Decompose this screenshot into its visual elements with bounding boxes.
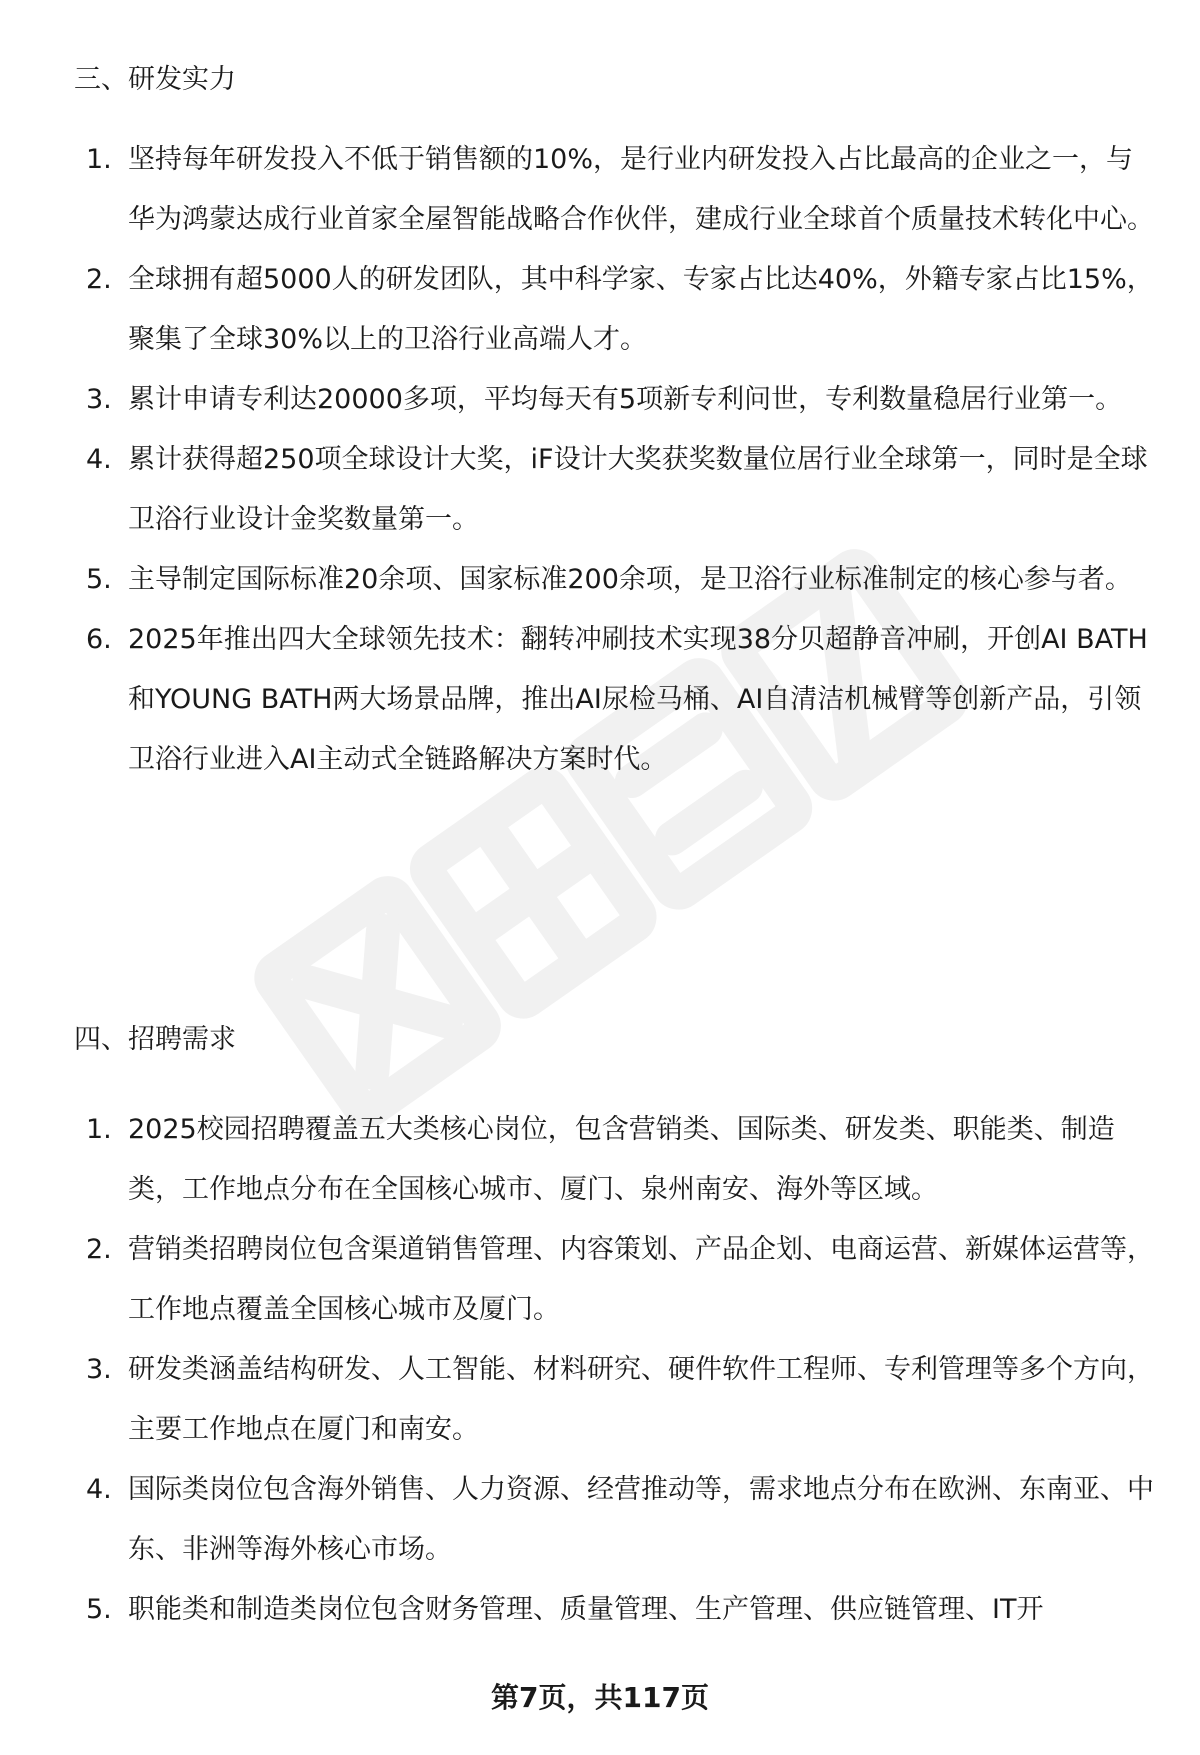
list-item-number: 5. (86, 1594, 112, 1625)
list-item (0, 370, 1165, 430)
rnd-list (0, 130, 1165, 790)
list-item-number: 1. (86, 1114, 112, 1145)
list-item-number: 4. (86, 444, 112, 475)
list-item-number: 4. (86, 1474, 112, 1505)
list-item (0, 1460, 1165, 1580)
list-item-text: 2025校园招聘覆盖五大类核心岗位，包含营销类、国际类、研发类、职能类、制造类，工作地点分布在全国核心城市、厦门、泉州南安、海外等区域。 (128, 1114, 1115, 1205)
list-item (0, 1580, 1165, 1640)
list-item-text: 国际类岗位包含海外销售、人力资源、经营推动等，需求地点分布在欧洲、东南亚、中东、非洲等海外核心市场。 (128, 1474, 1154, 1565)
list-item (0, 550, 1165, 610)
section-heading-rnd: 三、研发实力 (74, 64, 236, 95)
list-item (0, 250, 1165, 370)
list-item (0, 1100, 1165, 1220)
list-item-text: 职能类和制造类岗位包含财务管理、质量管理、生产管理、供应链管理、IT开 (128, 1594, 1044, 1625)
list-item-number: 2. (86, 1234, 112, 1265)
list-item-text: 累计申请专利达20000多项，平均每天有5项新专利问世，专利数量稳居行业第一。 (128, 384, 1123, 415)
list-item (0, 1220, 1165, 1340)
page-number: 第7页，共117页 (491, 1681, 709, 1714)
list-item-number: 2. (86, 264, 112, 295)
list-item-number: 5. (86, 564, 112, 595)
list-item (0, 1340, 1165, 1460)
list-item-number: 6. (86, 624, 112, 655)
list-item-text: 坚持每年研发投入不低于销售额的10%，是行业内研发投入占比最高的企业之一，与华为鸿蒙达成行业首家全屋智能战略合作伙伴，建成行业全球首个质量技术转化中心。 (128, 144, 1154, 235)
list-item (0, 430, 1165, 550)
list-item-text: 主导制定国际标准20余项、国家标准200余项，是卫浴行业标准制定的核心参与者。 (128, 564, 1132, 595)
list-item (0, 610, 1165, 790)
section-heading-recruitment: 四、招聘需求 (74, 1024, 236, 1055)
recruitment-list (0, 1100, 1165, 1640)
list-item-text: 累计获得超250项全球设计大奖，iF设计大奖获奖数量位居行业全球第一，同时是全球卫浴行业设计金奖数量第一。 (128, 444, 1148, 535)
list-item-number: 1. (86, 144, 112, 175)
list-item-text: 营销类招聘岗位包含渠道销售管理、内容策划、产品企划、电商运营、新媒体运营等，工作地点覆盖全国核心城市及厦门。 (128, 1234, 1154, 1325)
list-item-text: 2025年推出四大全球领先技术：翻转冲刷技术实现38分贝超静音冲刷，开创AI BATH和YOUNG BATH两大场景品牌，推出AI尿检马桶、AI自清洁机械臂等创新产品，引领卫浴行业进入AI主动式全链路解决方案时代。 (128, 624, 1148, 775)
list-item-number: 3. (86, 384, 112, 415)
list-item-text: 研发类涵盖结构研发、人工智能、材料研究、硬件软件工程师、专利管理等多个方向，主要工作地点在厦门和南安。 (128, 1354, 1154, 1445)
list-item-text: 全球拥有超5000人的研发团队，其中科学家、专家占比达40%，外籍专家占比15%，聚集了全球30%以上的卫浴行业高端人才。 (128, 264, 1154, 355)
list-item-number: 3. (86, 1354, 112, 1385)
list-item (0, 130, 1165, 250)
